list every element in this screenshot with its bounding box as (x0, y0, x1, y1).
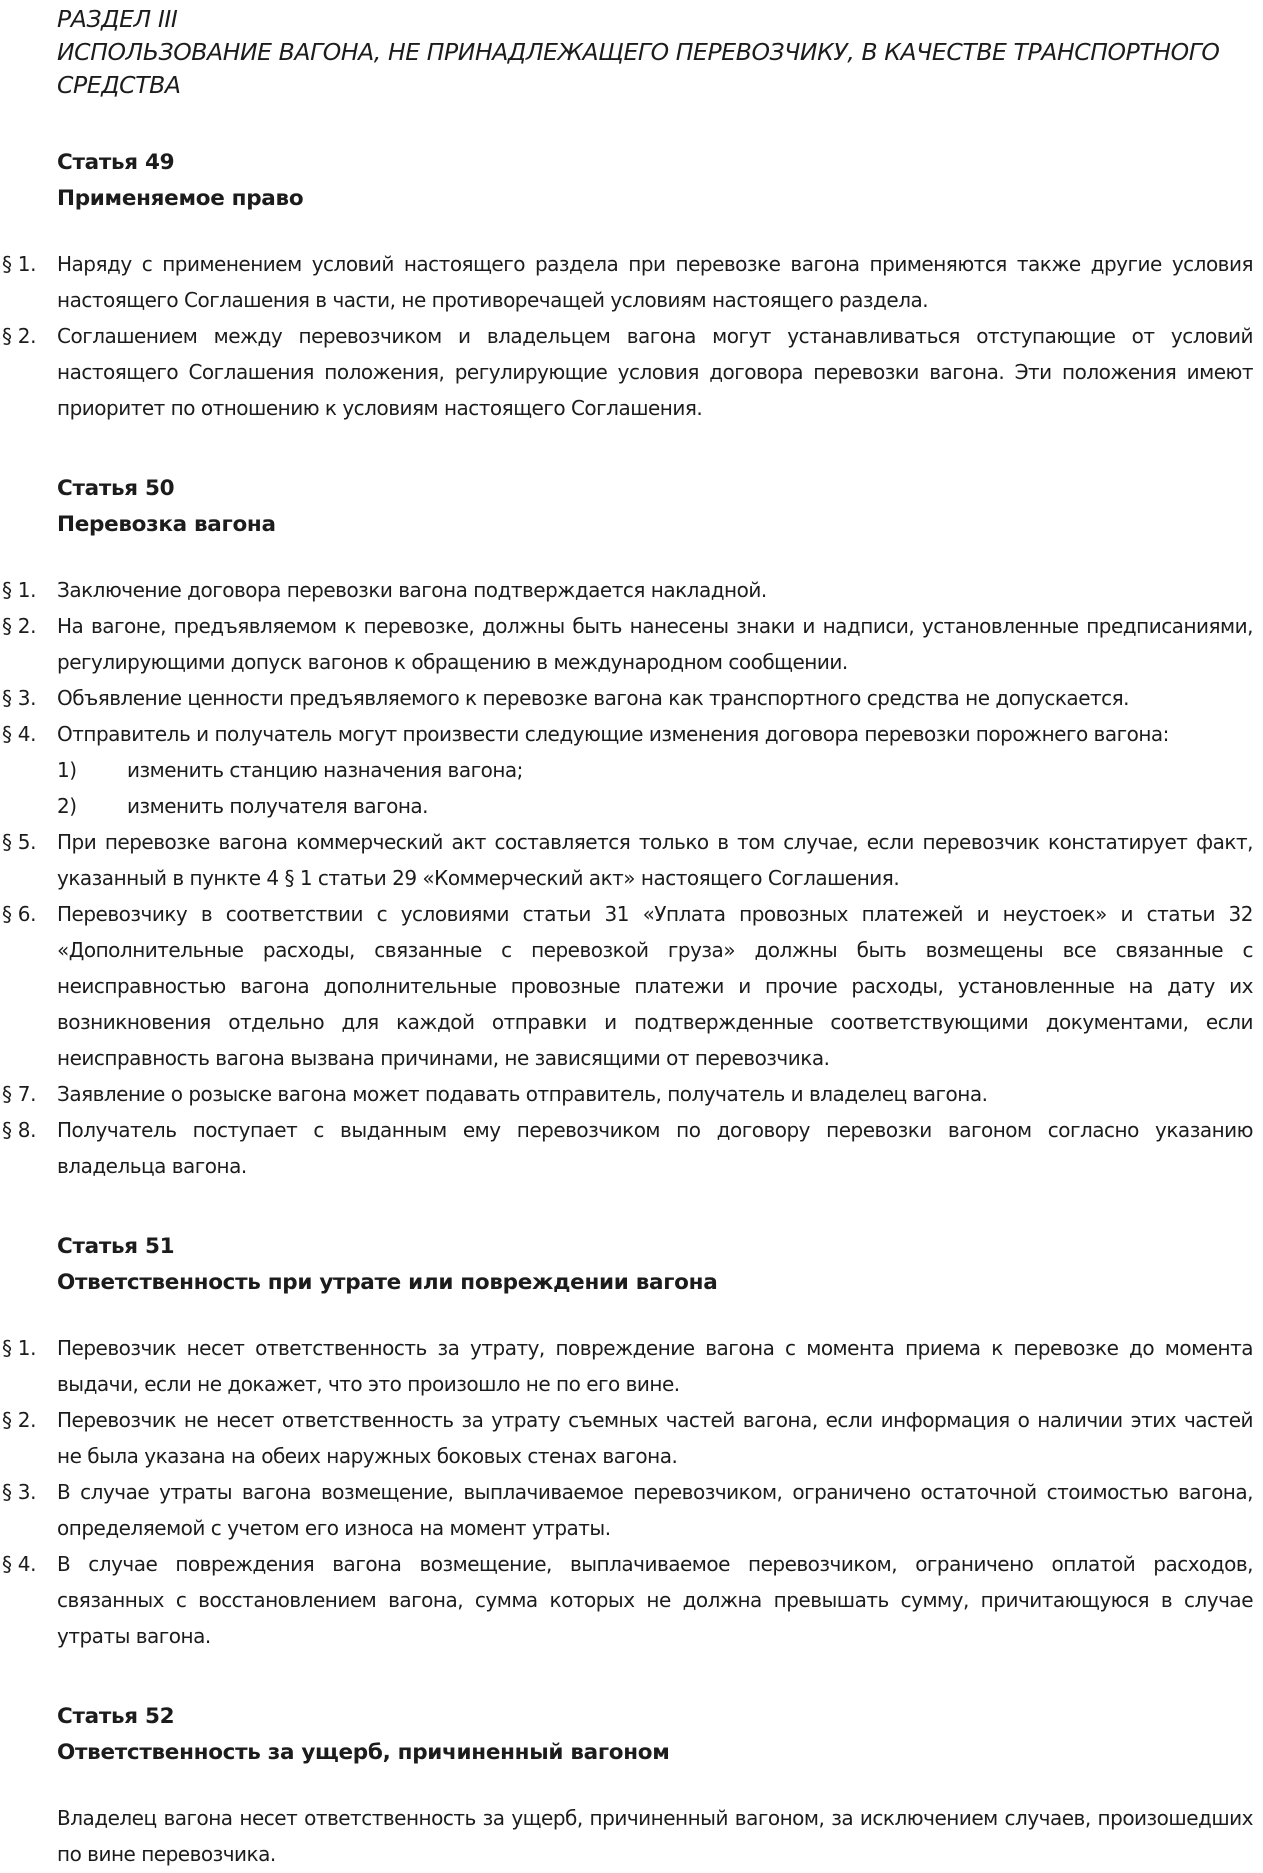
paragraph-marker: § 1. (2, 1336, 37, 1360)
paragraph-marker: § 5. (2, 830, 37, 854)
paragraph-marker: § 2. (2, 324, 37, 348)
paragraph (0, 680, 1258, 716)
paragraph (0, 246, 1258, 318)
section-title-line-2: СРЕДСТВА (57, 71, 181, 99)
article-title: Применяемое право (57, 186, 304, 211)
article-number: Статья 51 (57, 1234, 175, 1259)
article-number: Статья 49 (57, 150, 175, 175)
paragraph-text: Перевозчик не несет ответственность за утрату съемных частей вагона, если информация о наличии этих частей не была указана на обеих наружных боковых стенах вагона. (57, 1408, 1253, 1468)
paragraph (0, 1546, 1258, 1654)
paragraph-marker: § 2. (2, 614, 37, 638)
paragraph-text: На вагоне, предъявляемом к перевозке, должны быть нанесены знаки и надписи, установленные предписаниями, регулирующими допуск вагонов к обращению в международном сообщении. (57, 614, 1253, 674)
sub-item (0, 752, 1263, 788)
article-51 (0, 1229, 1263, 1654)
paragraph-text: В случае повреждения вагона возмещение, выплачиваемое перевозчиком, ограничено оплатой расходов, связанных с восстановлением вагона, сумма которых не должна превышать сумму, причитающуюся в случае утраты вагона. (57, 1552, 1253, 1648)
paragraph-marker: § 7. (2, 1082, 37, 1106)
sub-item-marker: 1) (57, 758, 77, 782)
paragraph-marker: § 3. (2, 1480, 37, 1504)
paragraph-text: Получатель поступает с выданным ему перевозчиком по договору перевозки вагоном согласно указанию владельца вагона. (57, 1118, 1253, 1178)
paragraph-marker: § 6. (2, 902, 37, 926)
article-paragraphs (0, 1800, 1263, 1872)
article-paragraphs (0, 1330, 1263, 1654)
article-title: Ответственность при утрате или повреждении вагона (57, 1270, 718, 1295)
article-paragraphs (0, 246, 1263, 426)
section-title-line-1: ИСПОЛЬЗОВАНИЕ ВАГОНА, НЕ ПРИНАДЛЕЖАЩЕГО ПЕРЕВОЗЧИКУ, В КАЧЕСТВЕ ТРАНСПОРТНОГО (57, 38, 1220, 66)
paragraph (0, 716, 1258, 752)
paragraph-text: Объявление ценности предъявляемого к перевозке вагона как транспортного средства не допускается. (57, 686, 1130, 710)
paragraph-text: Наряду с применением условий настоящего раздела при перевозке вагона применяются также другие условия настоящего Соглашения в части, не противоречащей условиям настоящего раздела. (57, 252, 1253, 312)
paragraph (0, 1474, 1258, 1546)
sub-item-text: изменить станцию назначения вагона; (127, 758, 523, 782)
paragraph (0, 1076, 1258, 1112)
article-number: Статья 52 (57, 1704, 175, 1729)
paragraph-text: Отправитель и получатель могут произвести следующие изменения договора перевозки порожнего вагона: (57, 722, 1169, 746)
paragraph (0, 608, 1258, 680)
section-header (57, 3, 1263, 102)
sub-item-text: изменить получателя вагона. (127, 794, 429, 818)
paragraph-text: Перевозчик несет ответственность за утрату, повреждение вагона с момента приема к перевозке до момента выдачи, если не докажет, что это произошло не по его вине. (57, 1336, 1253, 1396)
paragraph-marker: § 4. (2, 1552, 37, 1576)
paragraph-marker: § 1. (2, 252, 37, 276)
paragraph-marker: § 3. (2, 686, 37, 710)
paragraph-text: Владелец вагона несет ответственность за ущерб, причиненный вагоном, за исключением случаев, произошедших по вине перевозчика. (57, 1806, 1253, 1866)
paragraph-text: В случае утраты вагона возмещение, выплачиваемое перевозчиком, ограничено остаточной стоимостью вагона, определяемой с учетом его износа на момент утраты. (57, 1480, 1253, 1540)
article-50 (0, 471, 1263, 1184)
article-title: Перевозка вагона (57, 512, 276, 537)
paragraph (0, 1112, 1258, 1184)
paragraph-marker: § 2. (2, 1408, 37, 1432)
paragraph-marker: § 4. (2, 722, 37, 746)
paragraph (0, 824, 1258, 896)
paragraph (0, 1402, 1258, 1474)
paragraph (0, 1330, 1258, 1402)
sub-item-marker: 2) (57, 794, 77, 818)
section-number: РАЗДЕЛ III (57, 5, 178, 33)
paragraph (0, 318, 1258, 426)
article-paragraphs (0, 572, 1263, 1184)
paragraph-text: Заключение договора перевозки вагона подтверждается накладной. (57, 578, 767, 602)
paragraph (0, 896, 1258, 1076)
paragraph-marker: § 1. (2, 578, 37, 602)
article-52 (0, 1699, 1263, 1872)
paragraph-text: Соглашением между перевозчиком и владельцем вагона могут устанавливаться отступающие от условий настоящего Соглашения положения, регулирующие условия договора перевозки вагона. Эти положения имеют приоритет по отношению к условиям настоящего Соглашения. (57, 324, 1253, 420)
article-number: Статья 50 (57, 476, 175, 501)
article-49 (0, 145, 1263, 426)
paragraph-text: Перевозчику в соответствии с условиями статьи 31 «Уплата провозных платежей и неустоек» и статьи 32 «Дополнительные расходы, связанные с перевозкой груза» должны быть возмещены все связанные с неисправностью вагона дополнительные провозные платежи и прочие расходы, установленные на дату их возникновения отдельно для каждой отправки и подтвержденные соответствующими документами, если неисправность вагона вызвана причинами, не зависящими от перевозчика. (57, 902, 1253, 1070)
paragraph-text: При перевозке вагона коммерческий акт составляется только в том случае, если перевозчик констатирует факт, указанный в пункте 4 § 1 статьи 29 «Коммерческий акт» настоящего Соглашения. (57, 830, 1253, 890)
paragraph-text: Заявление о розыске вагона может подавать отправитель, получатель и владелец вагона. (57, 1082, 988, 1106)
article-title: Ответственность за ущерб, причиненный вагоном (57, 1740, 670, 1765)
sub-item (0, 788, 1263, 824)
paragraph-marker: § 8. (2, 1118, 37, 1142)
paragraph (0, 572, 1258, 608)
